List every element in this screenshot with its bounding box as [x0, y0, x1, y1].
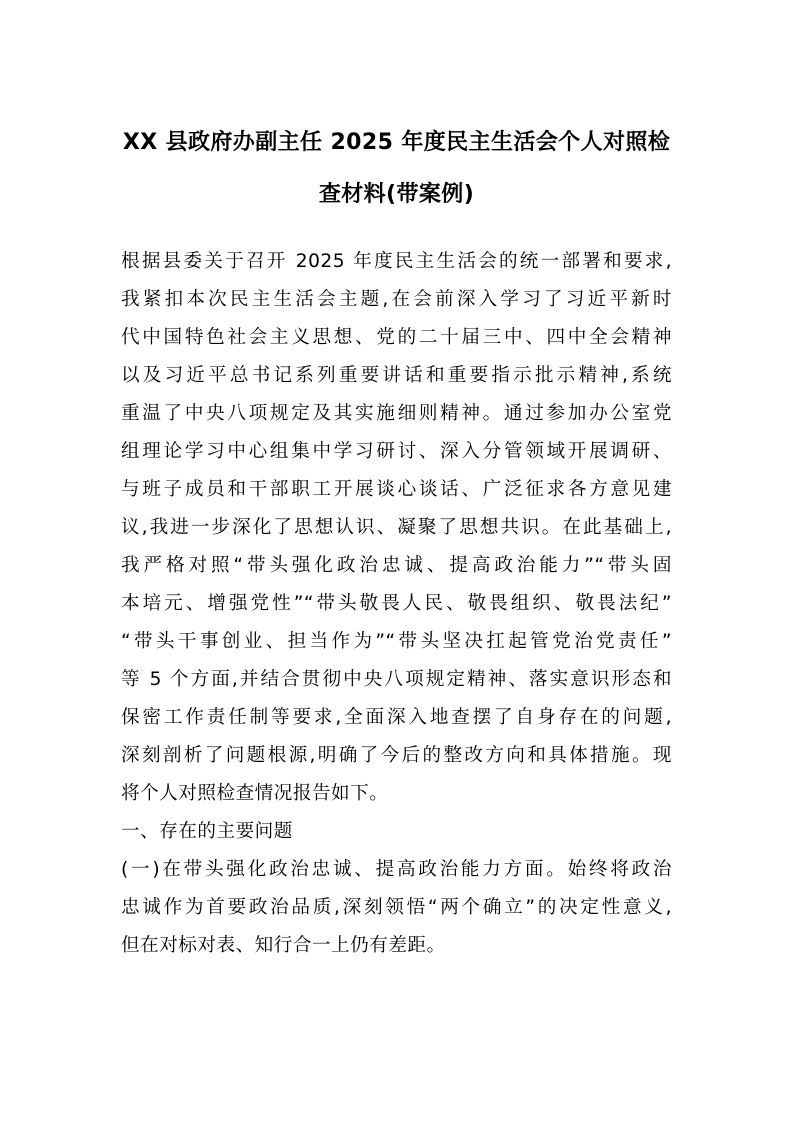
paragraph-line: 组理论学习中心组集中学习研讨、深入分管领域开展调研、 [121, 441, 672, 462]
paragraph-line: 我严格对照“带头强化政治忠诚、提高政治能力”“带头固 [121, 555, 672, 576]
paragraph-line: 重温了中央八项规定及其实施细则精神。通过参加办公室党 [121, 403, 672, 424]
paragraph-line: 以及习近平总书记系列重要讲话和重要指示批示精神,系统 [121, 365, 672, 386]
document-title-line-1: XX 县政府办副主任 2025 年度民主生活会个人对照检 [122, 130, 671, 155]
paragraph-line: 代中国特色社会主义思想、党的二十届三中、四中全会精神 [121, 327, 672, 348]
paragraph-line: 但在对标对表、知行合一上仍有差距。 [121, 935, 446, 956]
paragraph-line: 根据县委关于召开 2025 年度民主生活会的统一部署和要求, [121, 251, 672, 272]
paragraph-line: 保密工作责任制等要求,全面深入地查摆了自身存在的问题, [121, 707, 672, 728]
paragraph-line: 与班子成员和干部职工开展谈心谈话、广泛征求各方意见建 [121, 479, 672, 500]
paragraph-line: 本培元、增强党性”“带头敬畏人民、敬畏组织、敬畏法纪” [121, 593, 672, 614]
paragraph-line: 议,我进一步深化了思想认识、凝聚了思想共识。在此基础上, [121, 517, 672, 538]
paragraph-line: 深刻剖析了问题根源,明确了今后的整改方向和具体措施。现 [121, 745, 672, 766]
paragraph-line: 我紧扣本次民主生活会主题,在会前深入学习了习近平新时 [121, 289, 672, 310]
subsection-line: (一)在带头强化政治忠诚、提高政治能力方面。始终将政治 [121, 859, 672, 880]
paragraph-line: 忠诚作为首要政治品质,深刻领悟“两个确立”的决定性意义, [121, 897, 672, 918]
paragraph-line: 将个人对照检查情况报告如下。 [121, 783, 389, 804]
paragraph-line: “带头干事创业、担当作为”“带头坚决扛起管党治党责任” [121, 631, 672, 652]
paragraph-line: 等 5 个方面,并结合贯彻中央八项规定精神、落实意识形态和 [121, 669, 672, 690]
section-heading: 一、存在的主要问题 [121, 821, 293, 842]
document-title-line-2: 查材料(带案例) [318, 182, 475, 207]
